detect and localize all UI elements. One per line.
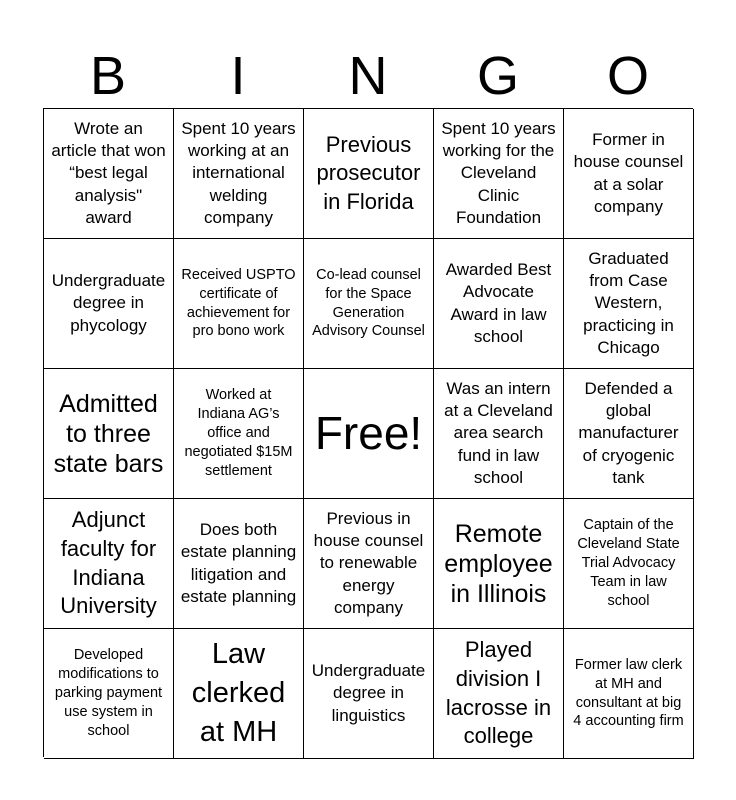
header-letter-n: N	[348, 46, 388, 106]
bingo-cell-n1: Previous prosecutor in Florida	[304, 109, 434, 239]
bingo-cell-o1: Former in house counsel at a solar company	[564, 109, 694, 239]
bingo-cell-b1: Wrote an article that won “best legal analysis" award	[44, 109, 174, 239]
header-letter-o: O	[606, 46, 649, 106]
bingo-cell-n5: Undergraduate degree in linguistics	[304, 629, 434, 759]
bingo-cell-g5: Played division I lacrosse in college	[434, 629, 564, 759]
header-letter-i: I	[230, 46, 246, 106]
bingo-cell-i2: Received USPTO certificate of achievement for pro bono work	[174, 239, 304, 369]
bingo-cell-n2: Co-lead counsel for the Space Generation Advisory Counsel	[304, 239, 434, 369]
bingo-cell-g2: Awarded Best Advocate Award in law school	[434, 239, 564, 369]
bingo-cell-o4: Captain of the Cleveland State Trial Advocacy Team in law school	[564, 499, 694, 629]
bingo-board	[43, 108, 693, 757]
bingo-cell-i4: Does both estate planning litigation and estate planning	[174, 499, 304, 629]
bingo-cell-b2: Undergraduate degree in phycology	[44, 239, 174, 369]
bingo-cell-n4: Previous in house counsel to renewable energy company	[304, 499, 434, 629]
bingo-header	[43, 44, 693, 108]
bingo-cell-i3: Worked at Indiana AG’s office and negotiated $15M settlement	[174, 369, 304, 499]
bingo-cell-g3: Was an intern at a Cleveland area search fund in law school	[434, 369, 564, 499]
bingo-cell-b4: Adjunct faculty for Indiana University	[44, 499, 174, 629]
bingo-cell-g4: Remote employee in Illinois	[434, 499, 564, 629]
bingo-cell-o3: Defended a global manufacturer of cryogenic tank	[564, 369, 694, 499]
bingo-cell-o5: Former law clerk at MH and consultant at big 4 accounting firm	[564, 629, 694, 759]
bingo-cell-g1: Spent 10 years working for the Cleveland Clinic Foundation	[434, 109, 564, 239]
header-letter-b: B	[89, 46, 127, 106]
header-letter-g: G	[476, 46, 519, 106]
bingo-cell-b5: Developed modifications to parking payment use system in school	[44, 629, 174, 759]
bingo-cell-i5: Law clerked at MH	[174, 629, 304, 759]
bingo-cell-b3: Admitted to three state bars	[44, 369, 174, 499]
free-space: Free!	[304, 369, 434, 499]
bingo-cell-i1: Spent 10 years working at an international welding company	[174, 109, 304, 239]
bingo-cell-o2: Graduated from Case Western, practicing in Chicago	[564, 239, 694, 369]
